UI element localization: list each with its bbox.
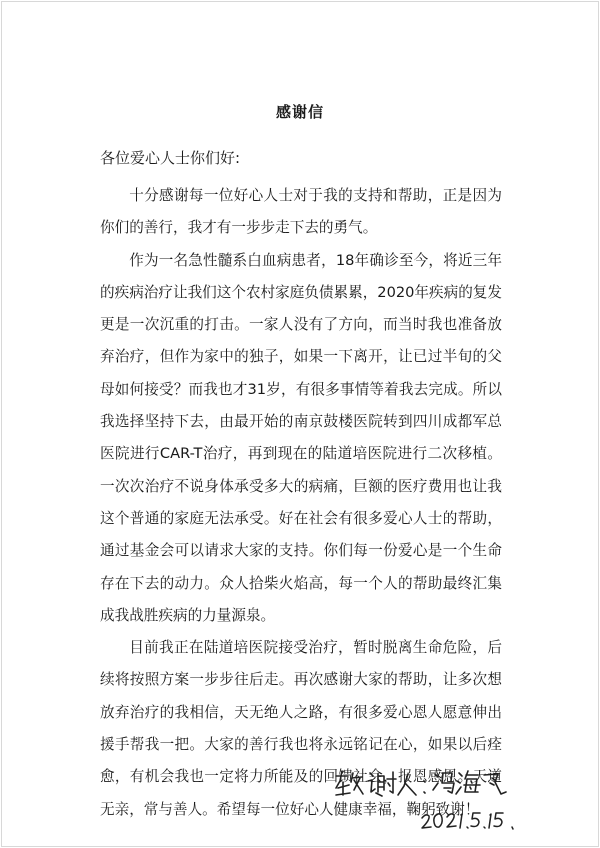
letter-greeting: 各位爱心人士你们好: bbox=[100, 149, 241, 167]
letter-title: 感谢信 bbox=[275, 103, 324, 121]
handwritten-signature bbox=[332, 768, 522, 844]
letter-paragraph: 作为一名急性髓系白血病患者，18年确诊至今，将近三年的疾病治疗让我们这个农村家庭负债累累，2020年疾病的复发更是一次沉重的打击。一家人没有了方向，而当时我也准备放弃治疗，但作为家中的独子，如果一下离开，让已过半旬的父母如何接受？而我也才31岁，有很多事情等着我去完成。所以我选择坚持下去，由最开始的南京鼓楼医院转到四川成都军总医院进行CAR-T治疗，再到现在的陆道培医院进行二次移植。一次次治疗不说身体承受多大的病痛，巨额的医疗费用也让我这个普通的家庭无法承受。好在社会有很多爱心人士的帮助，通过基金会可以请求大家的支持。你们每一份爱心是一个生命存在下去的动力。众人拾柴火焰高，每一个人的帮助最终汇集成我战胜疾病的力量源泉。 bbox=[100, 251, 502, 624]
letter-body bbox=[100, 180, 502, 826]
letter-paragraph: 十分感谢每一位好心人士对于我的支持和帮助，正是因为你们的善行，我才有一步步走下去的勇气。 bbox=[100, 187, 502, 237]
letter-paragraph: 目前我正在陆道培医院接受治疗，暂时脱离生命危险，后续将按照方案一步步往后走。再次感谢大家的帮助，让多次想放弃治疗的我相信，天无绝人之路，有很多爱心恩人愿意伸出援手帮我一把。大家的善行我也将永远铭记在心，如果以后痊愈，有机会我也一定将力所能及的回馈社会，报恩感恩。天道无亲，常与善人。希望每一位好心人健康幸福，鞠躬致谢！ bbox=[100, 639, 502, 818]
